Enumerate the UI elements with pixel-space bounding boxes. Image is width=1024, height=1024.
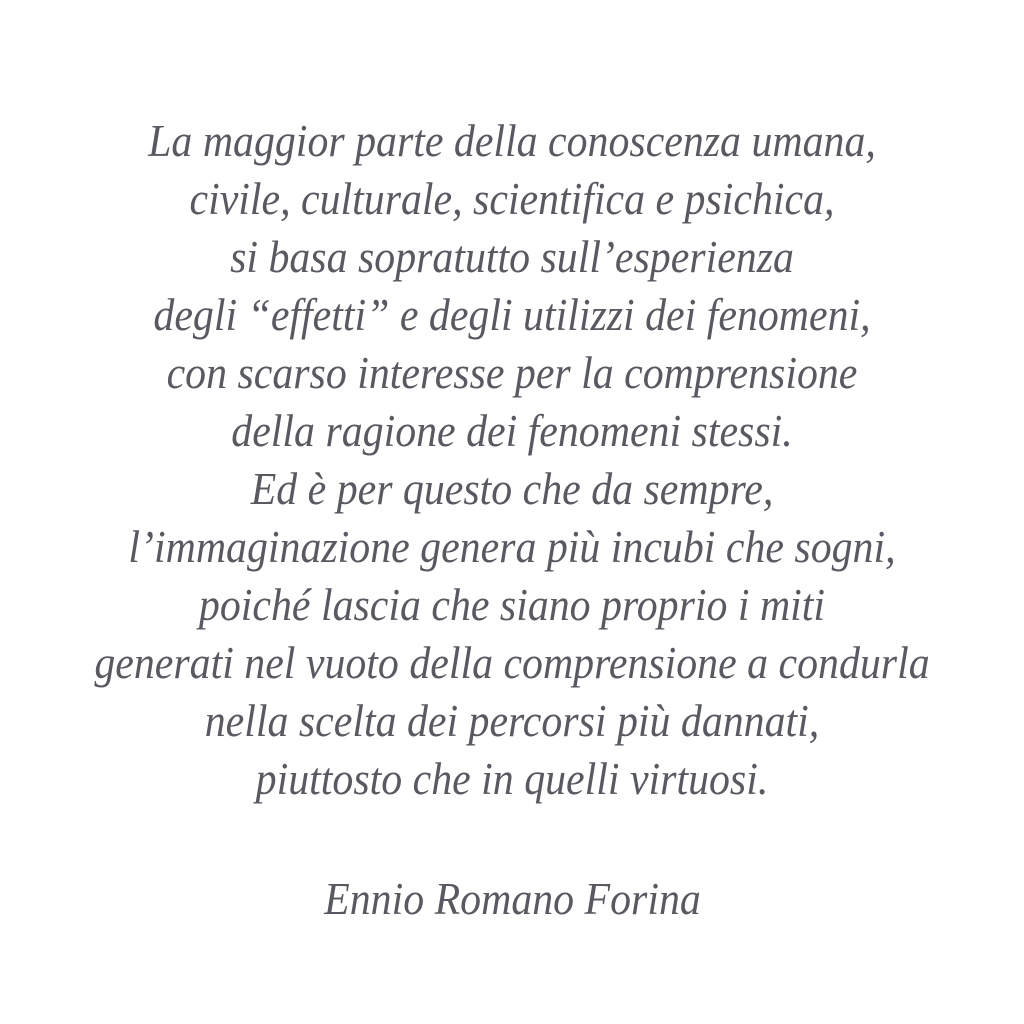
quote-line: l’immaginazione genera più incubi che sogni, xyxy=(128,522,896,572)
quote-line: piuttosto che in quelli virtuosi. xyxy=(255,754,769,804)
quote-attribution: Ennio Romano Forina xyxy=(323,874,701,924)
quote-line: degli “effetti” e degli utilizzi dei fenomeni, xyxy=(153,290,871,340)
quote-line: generati nel vuoto della comprensione a condurla xyxy=(94,638,930,688)
quote-line: si basa sopratutto sull’esperienza xyxy=(230,232,794,282)
quote-line: poiché lascia che siano proprio i miti xyxy=(198,580,826,630)
quote-line: nella scelta dei percorsi più dannati, xyxy=(204,696,820,746)
quote-line: Ed è per questo che da sempre, xyxy=(250,464,774,514)
quote-line: civile, culturale, scientifica e psichica, xyxy=(189,174,835,224)
quote-line: della ragione dei fenomeni stessi. xyxy=(231,406,793,456)
quote-line: La maggior parte della conoscenza umana, xyxy=(148,116,876,166)
quote-body xyxy=(36,112,988,808)
quote-line: con scarso interesse per la comprensione xyxy=(166,348,858,398)
